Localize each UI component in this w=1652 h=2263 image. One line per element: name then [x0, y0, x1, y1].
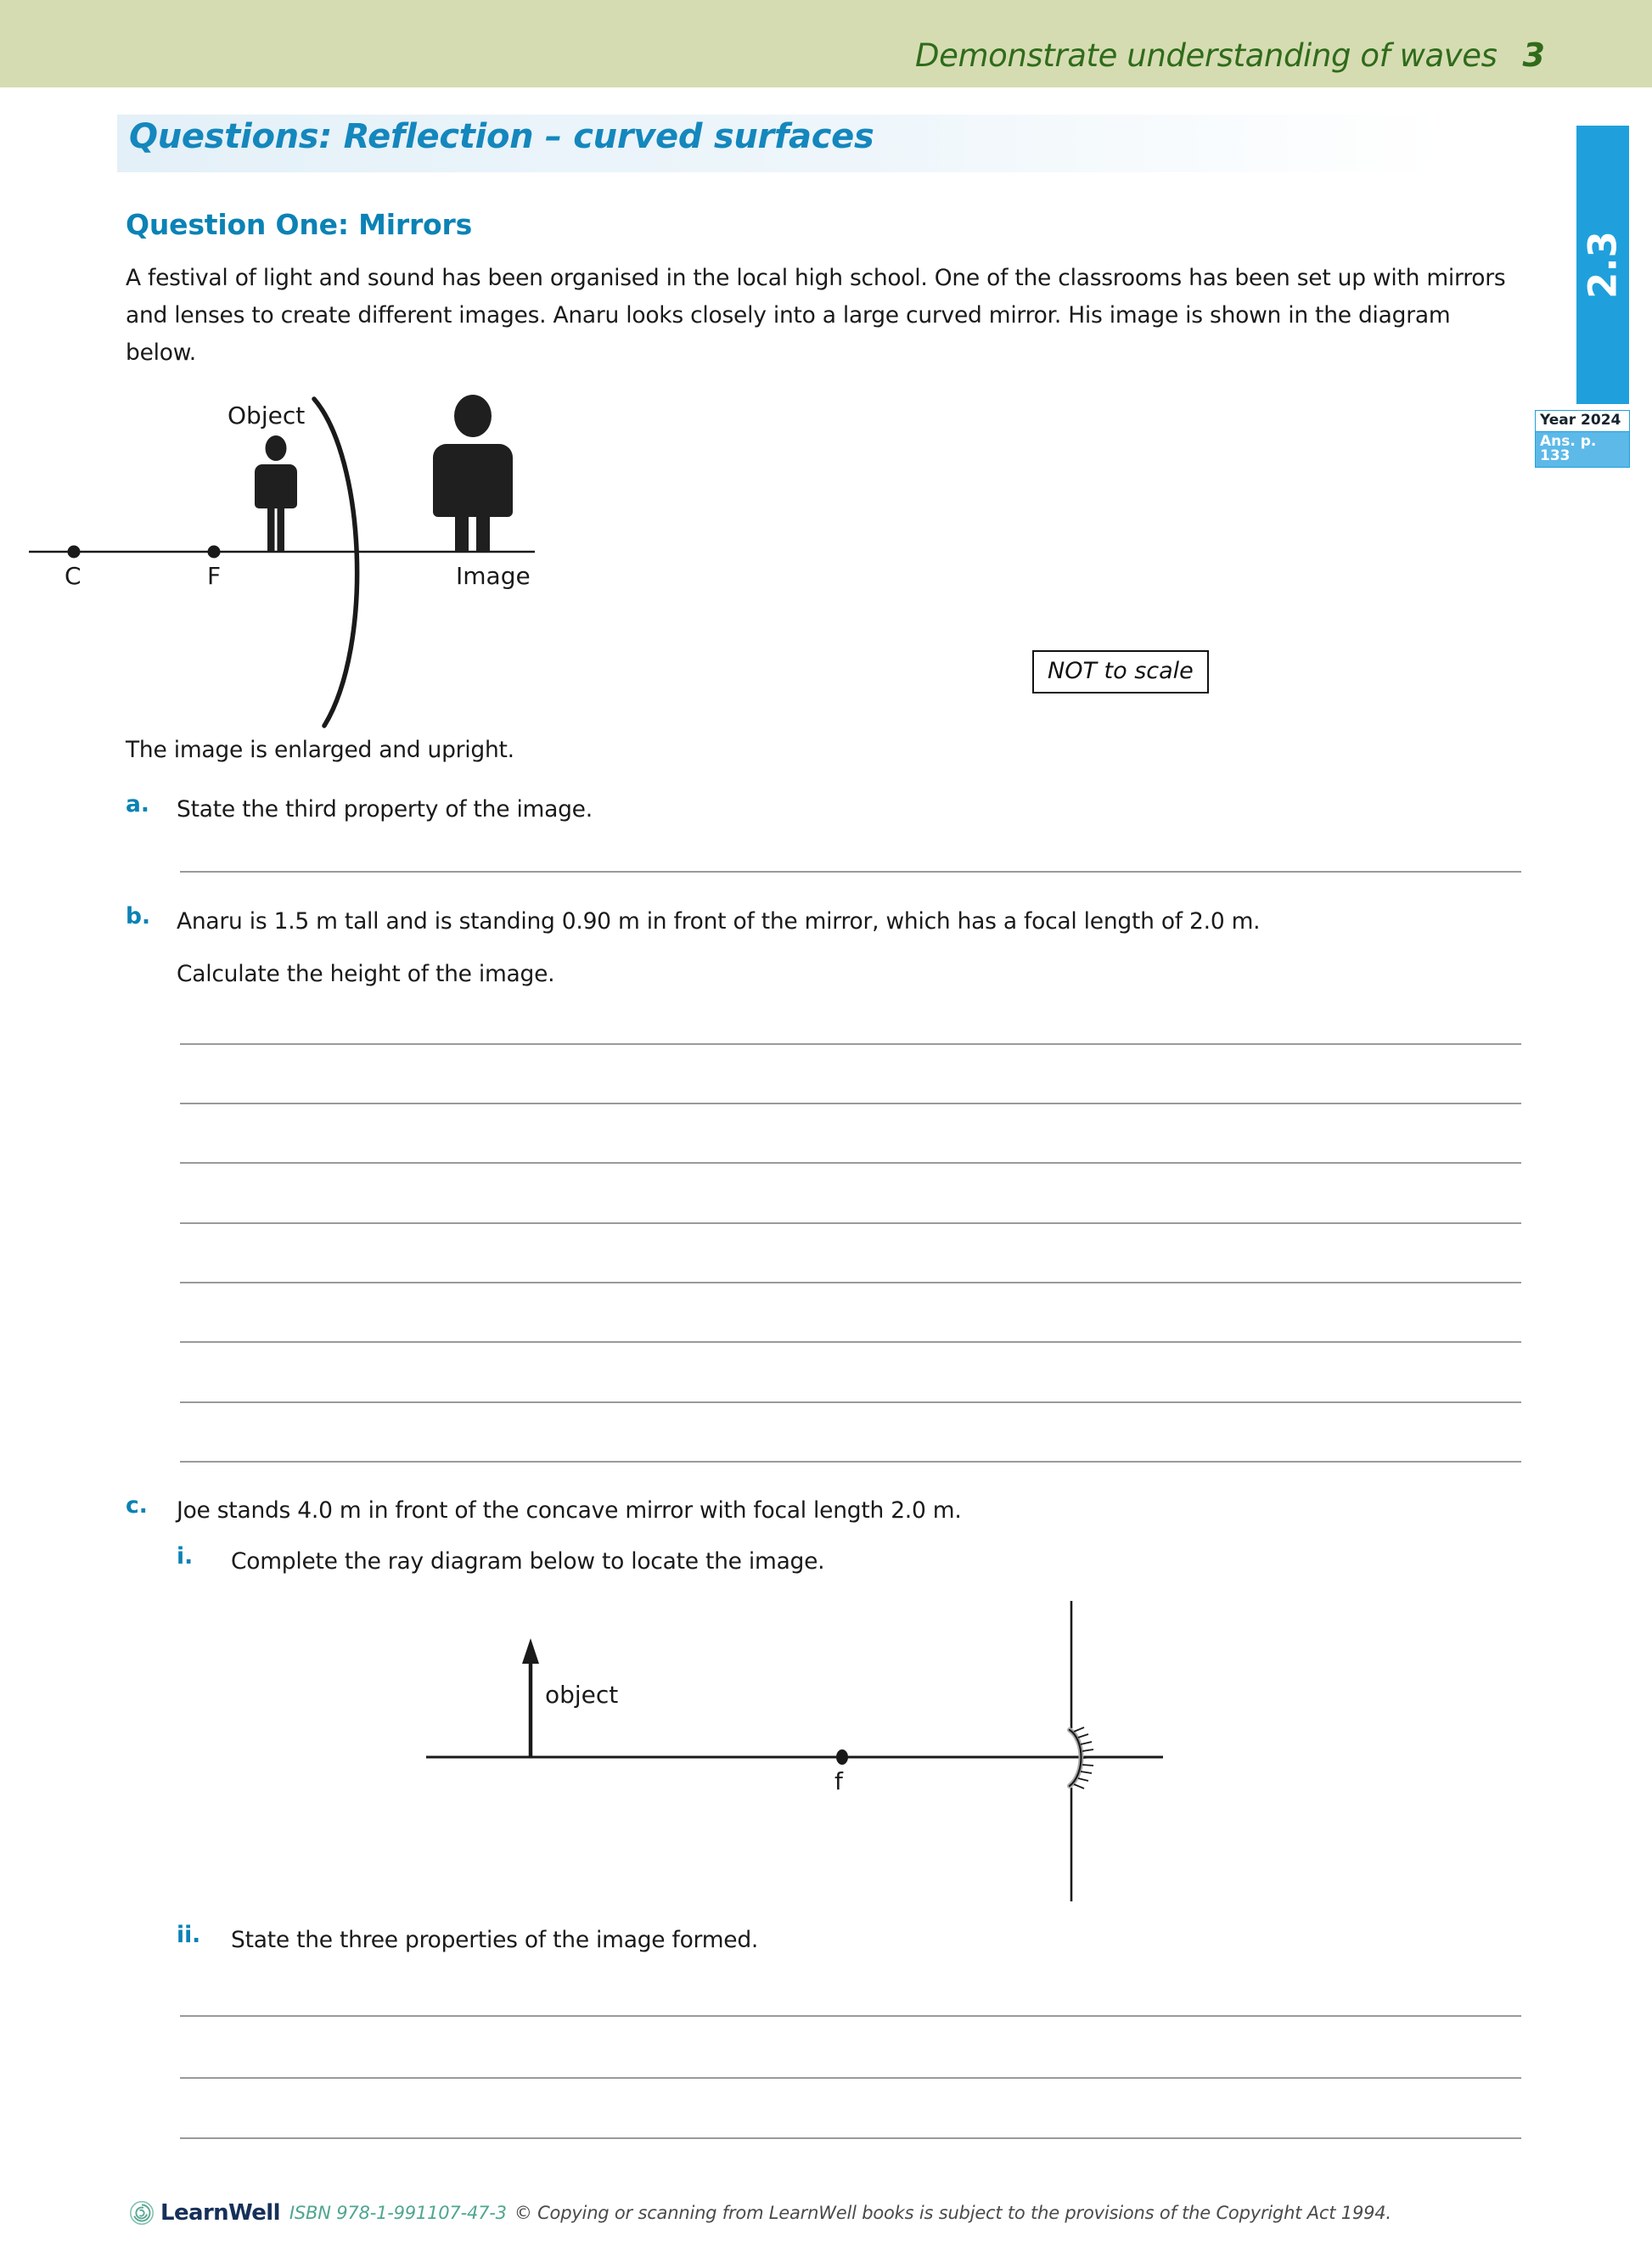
part-c-i-text: Complete the ray diagram below to locate the image. [231, 1548, 825, 1575]
mirror-diagram [0, 390, 951, 734]
image-property-statement: The image is enlarged and upright. [126, 737, 514, 763]
answer-line[interactable] [180, 1461, 1521, 1463]
centre-label-c: C [65, 562, 81, 590]
question-intro-paragraph: A festival of light and sound has been organised in the local high school. One of the classrooms has been set up with mirrors and lenses to create different images. Anaru looks closely into a large curved mirror. His image is shown in the diagram below. [126, 265, 1506, 366]
part-c-text: Joe stands 4.0 m in front of the concave mirror with focal length 2.0 m. [177, 1497, 962, 1524]
answer-line[interactable] [180, 2015, 1521, 2017]
part-b-text-line2: Calculate the height of the image. [177, 961, 555, 987]
part-c-i-label: i. [177, 1543, 194, 1570]
object-arrow-head [522, 1638, 539, 1664]
ray-object-label: object [545, 1681, 619, 1709]
answer-line[interactable] [180, 1103, 1521, 1104]
concave-mirror-arc [314, 399, 357, 726]
object-label: Object [228, 402, 306, 430]
answer-line[interactable] [180, 871, 1521, 873]
focal-label-f: F [207, 562, 222, 590]
ray-diagram-svg [399, 1586, 1197, 1908]
footer-copyright: © Copying or scanning from LearnWell books is subject to the provisions of the Copyright Act 1994. [514, 2203, 1391, 2223]
centre-of-curvature-point [68, 546, 81, 559]
learnwell-brand: LearnWell [160, 2200, 280, 2226]
badge-year: Year 2024 [1535, 410, 1630, 432]
answer-line[interactable] [180, 1401, 1521, 1403]
page-number: 3 [1522, 36, 1545, 74]
answer-line[interactable] [180, 2077, 1521, 2079]
part-c-label: c. [126, 1492, 148, 1519]
image-person-figure [433, 395, 513, 552]
learnwell-spiral-logo-icon [129, 2200, 155, 2226]
section-tab [1576, 126, 1629, 404]
part-a-label: a. [126, 791, 149, 817]
focal-point [836, 1749, 848, 1765]
part-b-text-line1: Anaru is 1.5 m tall and is standing 0.90 m in front of the mirror, which has a focal length of 2.0 m. [177, 908, 1261, 935]
answer-line[interactable] [180, 1341, 1521, 1343]
answer-line[interactable] [180, 1162, 1521, 1164]
ray-focal-label: f [834, 1767, 843, 1795]
running-head-inner [915, 36, 1545, 74]
not-to-scale-note: NOT to scale [1032, 650, 1209, 694]
part-a-text: State the third property of the image. [177, 796, 593, 823]
answer-line[interactable] [180, 2137, 1521, 2139]
part-c-ii-label: ii. [177, 1922, 201, 1948]
part-c-ii-text: State the three properties of the image formed. [231, 1927, 759, 1953]
answer-line[interactable] [180, 1282, 1521, 1283]
footer-isbn: ISBN 978-1-991107-47-3 [289, 2203, 507, 2223]
image-label: Image [456, 562, 531, 590]
running-head-band [0, 0, 1652, 87]
section-tab-label: 2.3 [1580, 231, 1626, 299]
object-person-figure [255, 435, 297, 552]
question-heading: Question One: Mirrors [126, 208, 473, 241]
focal-point [208, 546, 221, 559]
badge-answer-page: Ans. p. 133 [1535, 432, 1630, 468]
ray-diagram [399, 1586, 1197, 1912]
page-footer [129, 2200, 1391, 2226]
mirror-diagram-svg [0, 390, 951, 730]
answer-line[interactable] [180, 1222, 1521, 1224]
running-head-title: Demonstrate understanding of waves [915, 37, 1497, 74]
part-b-label: b. [126, 903, 151, 929]
answer-line[interactable] [180, 1043, 1521, 1045]
answer-reference-badge [1535, 410, 1630, 468]
page-title: Questions: Reflection – curved surfaces [129, 117, 874, 156]
